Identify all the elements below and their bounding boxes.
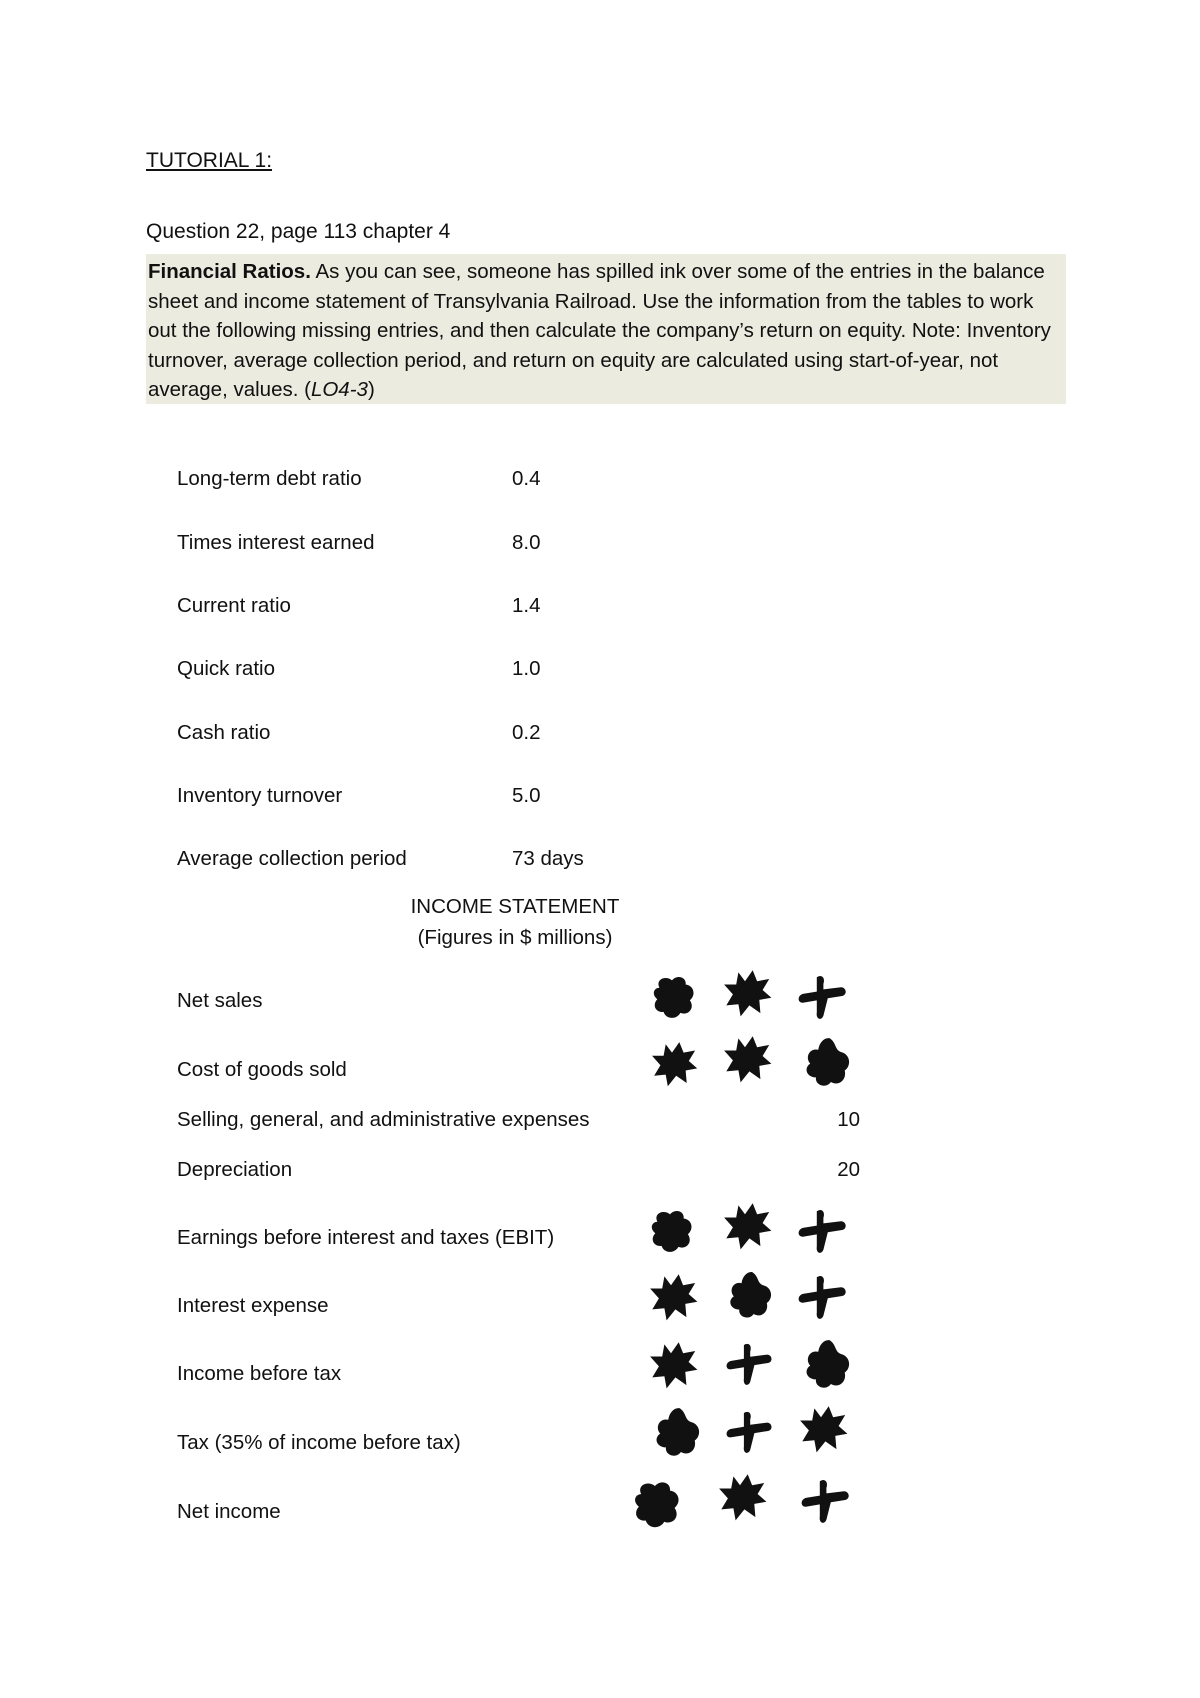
statement-row-label: Net sales xyxy=(177,989,263,1012)
ratio-value: 0.4 xyxy=(512,467,541,490)
ratio-label: Long-term debt ratio xyxy=(177,467,362,490)
question-reference: Question 22, page 113 chapter 4 xyxy=(146,220,451,243)
statement-row-label: Income before tax xyxy=(177,1362,342,1385)
statement-row-label: Interest expense xyxy=(177,1294,329,1317)
ratio-label: Inventory turnover xyxy=(177,784,343,807)
ratio-label: Times interest earned xyxy=(177,531,375,554)
ink-blot-icon xyxy=(645,968,865,1024)
ratio-value: 1.4 xyxy=(512,594,541,617)
ratio-label: Current ratio xyxy=(177,594,291,617)
ratio-value: 8.0 xyxy=(512,531,541,554)
ink-blot-icon xyxy=(645,1404,865,1460)
statement-row-value: 20 xyxy=(837,1158,860,1181)
ink-blot-icon xyxy=(628,1472,868,1528)
statement-row-label: Selling, general, and administrative expenses xyxy=(177,1108,590,1131)
ratio-value: 0.2 xyxy=(512,721,541,744)
ratio-label: Quick ratio xyxy=(177,657,275,680)
statement-title: INCOME STATEMENT xyxy=(410,895,620,918)
statement-row-label: Earnings before interest and taxes (EBIT) xyxy=(177,1226,555,1249)
statement-row-label: Cost of goods sold xyxy=(177,1058,347,1081)
ratio-value: 73 days xyxy=(512,847,584,870)
ratio-label: Average collection period xyxy=(177,847,407,870)
problem-close: ) xyxy=(367,378,375,401)
ratio-value: 1.0 xyxy=(512,657,541,680)
page-title: TUTORIAL 1: xyxy=(146,149,273,172)
statement-subtitle: (Figures in $ millions) xyxy=(417,926,613,949)
ink-blot-icon xyxy=(645,1336,865,1392)
problem-statement xyxy=(146,254,1066,404)
statement-row-label: Depreciation xyxy=(177,1158,293,1181)
problem-text: As you can see, someone has spilled ink over some of the entries in the balance sheet and income statement of Transylvania Railroad. Use the information from the tables to work out the following missing entries, and then calculate the company’s return on equity. Note: Inventory turnover, average collection period, and return on equity are calculated using start-of-year, not average, values. ( xyxy=(148,260,1051,401)
ink-blot-icon xyxy=(645,1034,865,1090)
statement-row-label: Net income xyxy=(177,1500,281,1523)
problem-label: Financial Ratios. xyxy=(148,260,311,283)
statement-row-value: 10 xyxy=(837,1108,860,1131)
ink-blot-icon xyxy=(645,1201,865,1257)
statement-row-label: Tax (35% of income before tax) xyxy=(177,1431,461,1454)
ratio-value: 5.0 xyxy=(512,784,541,807)
ink-blot-icon xyxy=(645,1268,865,1324)
ratio-label: Cash ratio xyxy=(177,721,271,744)
learning-objective: LO4-3 xyxy=(310,378,368,401)
